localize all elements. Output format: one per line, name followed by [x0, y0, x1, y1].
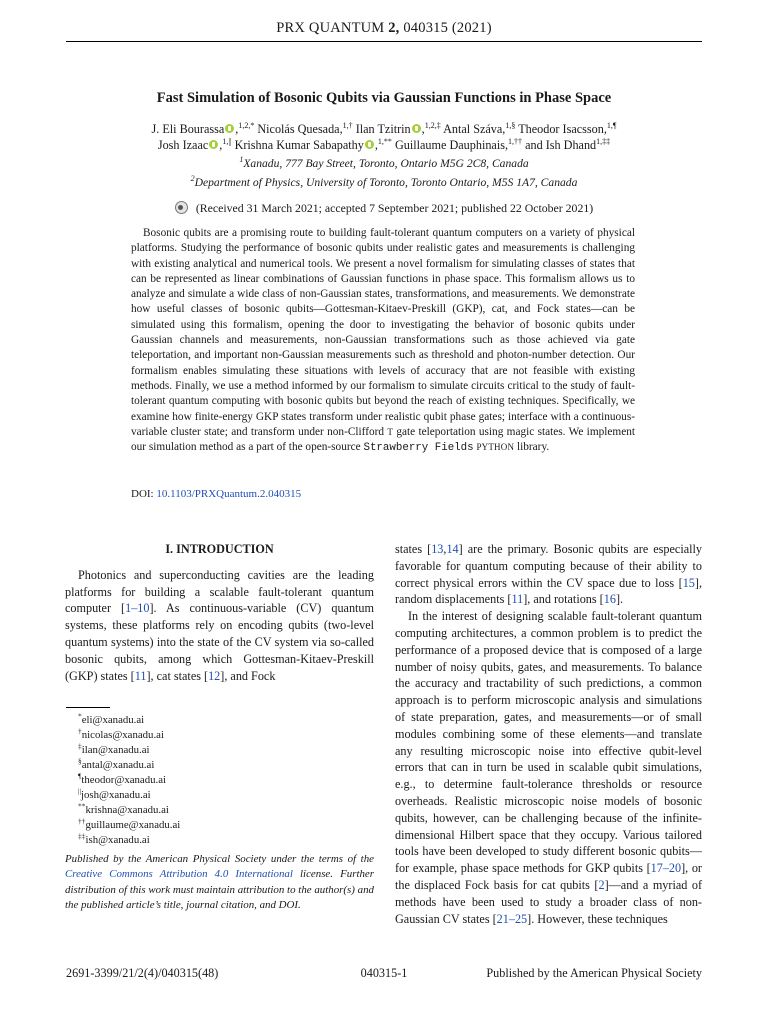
page-number: 040315-1 — [360, 966, 408, 980]
left-column — [65, 541, 374, 684]
orcid-icon[interactable] — [365, 140, 374, 149]
t-gate-symbol: T — [387, 426, 394, 437]
citation-link[interactable]: 21–25 — [496, 911, 528, 926]
citation-link[interactable]: 11 — [511, 592, 524, 607]
orcid-icon[interactable] — [209, 140, 218, 149]
footer-publisher: Published by the American Physical Society — [486, 966, 702, 980]
footnote-email: ††guillaume@xanadu.ai — [78, 816, 181, 831]
footnote-email: †nicolas@xanadu.ai — [78, 726, 164, 741]
doi — [131, 488, 301, 500]
footnote-email: *eli@xanadu.ai — [78, 711, 145, 726]
intro-paragraph-1-continued: states [13,14] are the primary. Bosonic qubits are especially favorable for quantum computing because of their ability to correct physical errors within the CV space due to loss [15], random displacements [11], and rotations [16]. — [395, 542, 703, 607]
license-note: Published by the American Physical Society under the terms of the Creative Commons Attribution 4.0 International license. Further distribution of this work must maintain attribution to the author(s) and the published article’s title, journal citation, and DOI. — [65, 853, 375, 912]
journal-header — [66, 20, 702, 37]
author: Josh Izaac ,$^{1,||}$ — [157, 136, 232, 152]
citation-link[interactable]: 12 — [208, 668, 221, 683]
paper-title: Fast Simulation of Bosonic Qubits via Gaussian Functions in Phase Space — [156, 90, 612, 106]
citation-link[interactable]: 13 — [431, 542, 444, 556]
footnote-email: ‡ilan@xanadu.ai — [78, 741, 150, 756]
citation-link[interactable]: 2 — [598, 877, 605, 892]
citation-link[interactable]: 15 — [682, 575, 695, 590]
received-text: (Received 31 March 2021; accepted 7 September 2021; published 22 October 2021) — [195, 201, 594, 215]
python-label: PYTHON — [476, 442, 515, 453]
citation-link[interactable]: 17–20 — [650, 861, 682, 876]
page-footer — [66, 966, 702, 984]
citation-link[interactable]: 16 — [603, 592, 616, 607]
footnote-email: ‡‡ish@xanadu.ai — [78, 831, 150, 846]
library-name: Strawberry Fields — [363, 442, 474, 455]
doi-link[interactable]: 10.1103/PRXQuantum.2.040315 — [156, 488, 302, 500]
citation-link[interactable]: 1–10 — [125, 601, 150, 616]
footer-issn: 2691-3399/21/2(4)/040315(48) — [66, 966, 219, 980]
license-link[interactable]: Creative Commons Attribution 4.0 International — [65, 868, 293, 881]
author: Antal Száva,$^{1,\S}$ — [443, 120, 516, 136]
affiliation-1: $^1$Xanadu, 777 Bay Street, Toronto, Ontario M5G 2C8, Canada — [239, 155, 529, 170]
received-dates — [66, 201, 702, 216]
orcid-icon[interactable] — [225, 124, 234, 133]
author: J. Eli Bourassa ,$^{1,2,*}$ — [151, 120, 255, 136]
header-rule — [66, 41, 702, 42]
section-heading-introduction: I. INTRODUCTION — [165, 542, 274, 556]
citation-link[interactable]: 14 — [446, 542, 459, 556]
intro-paragraph-1: Photonics and superconducting cavities are the leading platforms for building a scalable fault-tolerant quantum computer [1–10]. As continuous-variable (CV) quantum systems, these platforms rely on encoding qubits (two-level quantum systems) into the state of the CV system via so-called bosonic qubits, among which Gottesman-Kitaev-Preskill (GKP) states [11], cat states [12], and Fock — [65, 567, 375, 683]
author: Theodor Isacsson,$^{1,\P}$ — [518, 120, 617, 136]
author: and Ish Dhand$^{1,\ddagger\ddagger}$ — [525, 136, 611, 152]
author: Guillaume Dauphinais,$^{1,\dagger\dagger}$ — [394, 136, 523, 152]
right-column — [395, 541, 702, 927]
crossmark-icon[interactable] — [175, 201, 188, 214]
affiliation-2: $^2$Department of Physics, University of Toronto, Toronto Ontario, M5S 1A7, Canada — [190, 174, 578, 189]
citation-link[interactable]: 11 — [134, 668, 147, 683]
footnote-email: §antal@xanadu.ai — [78, 756, 155, 771]
footnote-rule — [66, 707, 110, 708]
author: Ilan Tzitrin ,$^{1,2,\ddagger}$ — [355, 120, 441, 136]
intro-paragraph-2: In the interest of designing scalable fault-tolerant quantum computing architectures, a common problem is to predict the performance of a proposed device that is composed of a large number of noisy qubits, gates, and measurements. To balance the accuracy and tractability of such predictions, a common approach is to perform microscopic analysis and simulations of state preparation, gates, and measurements—or of small modules combining some of these elements—and translate any resulting microscopic noise into effective qubit-level errors that can in turn be used in scalable qubit simulations, e.g., to determine fault-tolerance thresholds or resource overheads. Realistic microscopic noise models of bosonic qubits, however, can be challenging because of the infinite-dimensional Hilbert space that they occupy. Various tailored tools have been developed to study different bosonic qubits—for example, phase space methods for GKP qubits [17–20], or the displaced Fock basis for cat qubits [2]—and a myriad of methods have been used to study a broader class of non-Gaussian CV states [21–25]. However, these techniques — [395, 609, 702, 926]
abstract: Bosonic qubits are a promising route to building fault-tolerant quantum computers on a variety of physical platforms. Studying the performance of bosonic qubits under realistic gates and measurements is challenging with existing analytical and numerical tools. We present a novel formalism for simulating classes of states that can be represented as linear combinations of Gaussian functions in phase space. This formalism allows us to analyze and simulate a wide class of non-Gaussian states, transformations, and measurements. We demonstrate how useful classes of bosonic qubits—Gottesman-Kitaev-Preskill (GKP), cat, and Fock states—can be simulated using this formalism, opening the door to investigating the behavior of bosonic qubits under Gaussian channels and measurements, non-Gaussian transformations such as those achieved via gate teleportation, and important non-Gaussian measurements such as threshold and photon-number detection. Our formalism enables simulating these situations with levels of accuracy that are not feasible with existing methods. Finally, we use a method informed by our formalism to simulate circuits critical to the study of fault-tolerant quantum computing with bosonic qubits but beyond the reach of existing techniques. Specifically, we examine how finite-energy GKP states transform under realistic qubit phase gates; interface with a continuous-variable cluster state; and transform under non-Clifford T gate teleportation using magic states. We implement our simulation method as a part of the open-source Strawberry Fields PYTHON library. — [131, 227, 635, 455]
journal-name: PRX QUANTUM — [276, 20, 385, 36]
doi-label: DOI: — [131, 488, 154, 500]
author: Krishna Kumar Sabapathy ,$^{1,**}$ — [234, 136, 392, 152]
author: Nicolás Quesada,$^{1,\dagger}$ — [257, 120, 353, 136]
article-number: 040315 (2021) — [403, 20, 492, 36]
footnote-email: ¶theodor@xanadu.ai — [78, 771, 166, 786]
footnotes — [78, 713, 180, 848]
orcid-icon[interactable] — [412, 124, 421, 133]
author-list — [70, 121, 698, 153]
journal-volume: 2, — [388, 20, 400, 36]
footnote-email: **krishna@xanadu.ai — [78, 801, 169, 816]
footnote-email: ||josh@xanadu.ai — [78, 786, 151, 801]
